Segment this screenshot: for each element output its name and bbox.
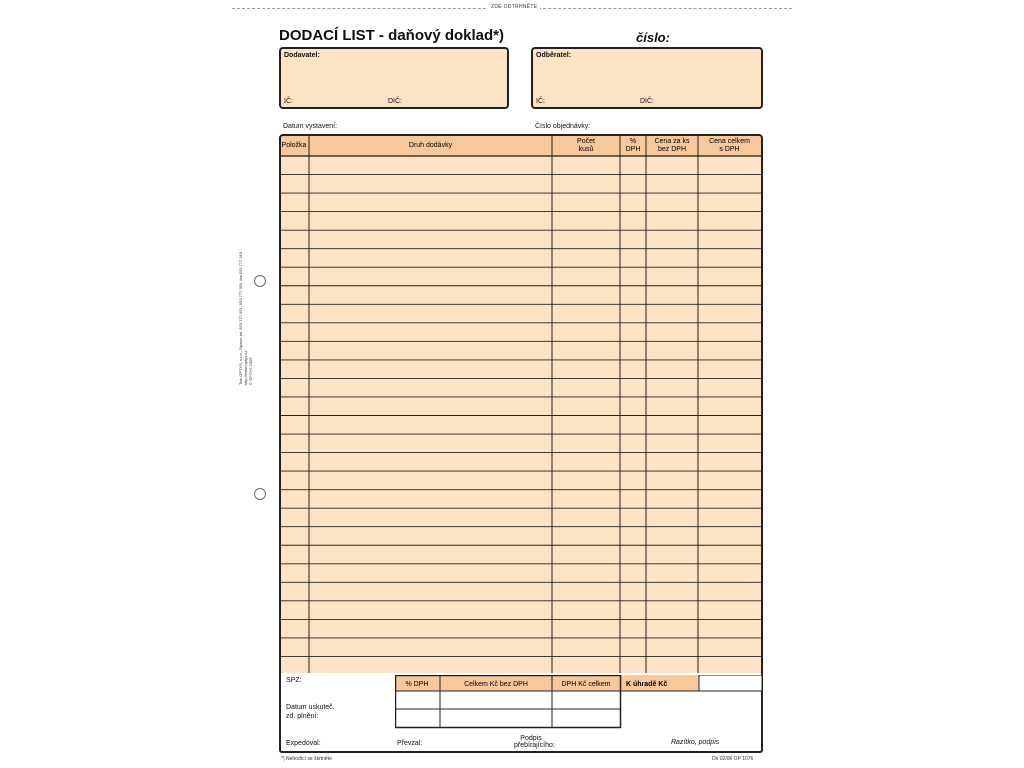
- spz-label: SPZ:: [286, 677, 302, 684]
- receiver-signature-label: [514, 735, 555, 749]
- printer-imprint-line: © OPTYS 2006: [248, 357, 253, 385]
- col-quantity-header: Počet kusů: [577, 138, 595, 153]
- printer-imprint-line: http://www.optys.cz: [243, 350, 248, 385]
- total-due-label: K úhradě Kč: [626, 681, 668, 688]
- tax-date-label-1: Datum uskuteč.: [286, 704, 335, 711]
- punch-hole-top: [254, 275, 266, 287]
- table-row[interactable]: [280, 286, 762, 305]
- table-row[interactable]: [280, 212, 762, 231]
- total-amount-cell[interactable]: [699, 675, 762, 691]
- table-row[interactable]: [280, 156, 762, 175]
- supplier-box[interactable]: [279, 47, 509, 109]
- table-row[interactable]: [280, 341, 762, 360]
- supplier-label: Dodavatel:: [284, 52, 320, 59]
- table-row[interactable]: [280, 545, 762, 564]
- vat-summary-table[interactable]: [395, 675, 764, 729]
- table-row[interactable]: [280, 230, 762, 249]
- printer-imprint: [238, 215, 253, 385]
- table-row[interactable]: [280, 323, 762, 342]
- table-row[interactable]: [280, 490, 762, 509]
- table-row[interactable]: [280, 619, 762, 638]
- table-row[interactable]: [280, 304, 762, 323]
- table-row[interactable]: [280, 175, 762, 194]
- number-label: číslo:: [636, 30, 670, 45]
- stamp-label: Razítko, podpis: [671, 739, 720, 746]
- customer-dic-label: DIČ:: [640, 98, 654, 105]
- signature-line-2: přebírajícího:: [514, 742, 555, 749]
- customer-box[interactable]: [531, 47, 763, 109]
- vat-percent-header: % DPH: [405, 681, 429, 688]
- tax-date-label-2: zd. plnění:: [286, 713, 319, 720]
- table-row[interactable]: [280, 453, 762, 472]
- table-row[interactable]: [280, 601, 762, 620]
- received-label: Převzal:: [397, 740, 423, 747]
- table-row[interactable]: [280, 249, 762, 268]
- table-row[interactable]: [280, 378, 762, 397]
- dispatched-label: Expedoval:: [286, 740, 321, 747]
- table-row[interactable]: [280, 527, 762, 546]
- customer-label: Odběratel:: [536, 52, 572, 59]
- supplier-ic-label: IČ:: [284, 98, 293, 105]
- issue-date-label: Datum vystavení:: [283, 123, 338, 130]
- col-vat-header: % DPH: [625, 138, 641, 153]
- table-header-fill: [280, 135, 762, 157]
- footnote: *) Nehodící se škrtněte: [281, 756, 332, 762]
- table-row[interactable]: [280, 471, 762, 490]
- table-row[interactable]: [280, 193, 762, 212]
- tear-label: ZDE ODTRHNĚTE: [488, 4, 540, 10]
- order-number-label: Číslo objednávky:: [535, 123, 591, 130]
- table-row[interactable]: [280, 638, 762, 657]
- items-table[interactable]: [279, 134, 763, 676]
- col-item-header: Položka: [281, 142, 307, 149]
- col-description-header: Druh dodávky: [408, 142, 453, 149]
- supplier-dic-label: DIČ:: [388, 98, 402, 105]
- signature-line-1: Podpis: [520, 735, 542, 742]
- table-row[interactable]: [280, 508, 762, 527]
- table-row[interactable]: [280, 582, 762, 601]
- table-row[interactable]: [280, 397, 762, 416]
- punch-hole-bottom: [254, 488, 266, 500]
- printer-imprint-line: Tisk OPTYS, s.r.o., Opava, tel. 553 777 351, 553 777 355, fax 553 777 319: [238, 251, 243, 385]
- table-row[interactable]: [280, 360, 762, 379]
- table-row[interactable]: [280, 434, 762, 453]
- table-row[interactable]: [280, 416, 762, 435]
- customer-ic-label: IČ:: [536, 98, 545, 105]
- col-total-price-header: Cena celkem s DPH: [709, 138, 750, 153]
- document-title: DODACÍ LIST - daňový doklad*): [279, 27, 505, 44]
- vat-amount-header: DPH Kč celkem: [561, 681, 611, 688]
- table-row[interactable]: [280, 564, 762, 583]
- table-row[interactable]: [280, 267, 762, 286]
- vat-base-header: Celkem Kč bez DPH: [464, 681, 528, 688]
- form-code: Do 02/06 OP 1076: [712, 756, 754, 762]
- col-unit-price-header: Cena za ks bez DPH: [654, 138, 690, 153]
